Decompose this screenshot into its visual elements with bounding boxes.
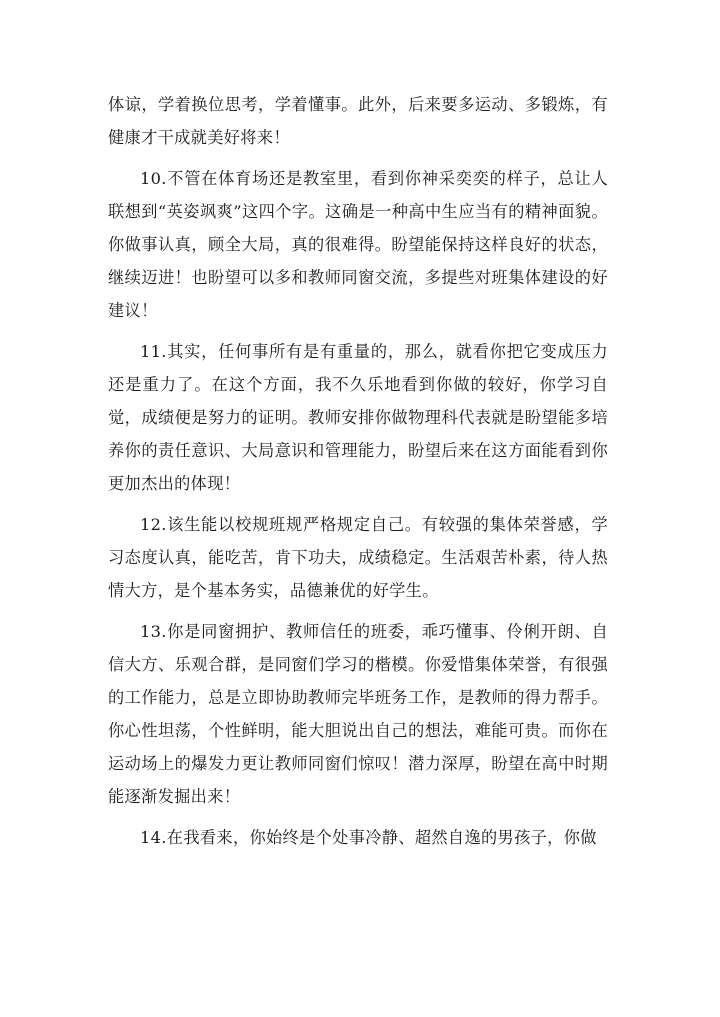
paragraph-item-13: 13.你是同窗拥护、教师信任的班委，乖巧懂事、伶俐开朗、自信大方、乐观合群，是同窗们学习的楷模。你爱惜集体荣誉，有很强的工作能力，总是立即协助教师完毕班务工作，是教师的得力帮手。你心性坦荡，个性鲜明，能大胆说出自己的想法，难能可贵。而你在运动场上的爆发力更让教师同窗们惊叹！潜力深厚，盼望在高中时期能逐渐发掘出来！ bbox=[108, 622, 608, 806]
paragraph-item-10: 10.不管在体育场还是教室里，看到你神采奕奕的样子，总让人联想到“英姿飒爽”这四个字。这确是一种高中生应当有的精神面貌。你做事认真，顾全大局，真的很难得。盼望能保持这样良好的状态，继续迈进！也盼望可以多和教师同窗交流，多提些对班集体建设的好建议！ bbox=[108, 169, 608, 320]
paragraph-item-12: 12.该生能以校规班规严格规定自己。有较强的集体荣誉感，学习态度认真，能吃苦，肯下功夫，成绩稳定。生活艰苦朴素，待人热情大方，是个基本务实，品德兼优的好学生。 bbox=[108, 515, 608, 600]
paragraph-item-11: 11.其实，任何事所有是有重量的，那么，就看你把它变成压力还是重力了。在这个方面，我不久乐地看到你做的较好，你学习自觉，成绩便是努力的证明。教师安排你做物理科代表就是盼望能多培养你的责任意识、大局意识和管理能力，盼望后来在这方面能看到你更加杰出的体现！ bbox=[108, 342, 608, 493]
paragraph-continuation: 体谅，学着换位思考，学着懂事。此外，后来要多运动、多锻炼，有健康才干成就美好将来！ bbox=[108, 95, 608, 147]
document-page bbox=[108, 88, 608, 862]
paragraph-item-14: 14.在我看来，你始终是个处事冷静、超然自逸的男孩子，你做 bbox=[140, 828, 597, 847]
